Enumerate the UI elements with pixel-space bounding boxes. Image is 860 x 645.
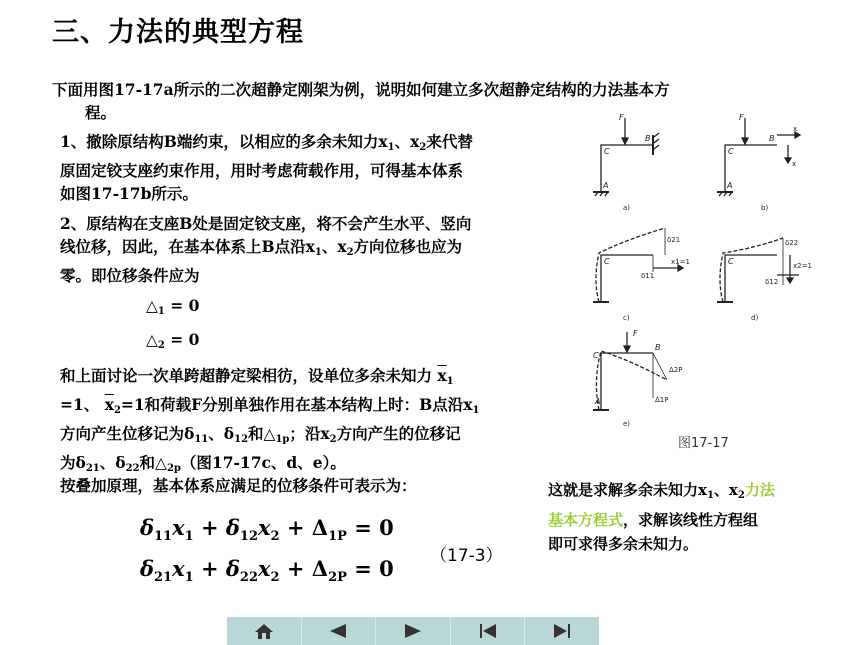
svg-text:x: x — [792, 160, 797, 168]
svg-text:F: F — [633, 329, 638, 338]
svg-text:x: x — [793, 125, 798, 133]
panel-label-a: a) — [623, 204, 631, 212]
highlight-text: 基本方程式 — [548, 511, 624, 529]
panel-label-b: b) — [761, 204, 769, 212]
intro-line: 程。 — [85, 103, 117, 122]
equation-number: （17-3） — [430, 546, 503, 566]
first-slide-button[interactable] — [451, 617, 526, 645]
side-note — [548, 478, 848, 556]
svg-text:C: C — [728, 147, 734, 156]
step1-line: 1、撤除原结构B端约束，以相应的多余未知力$x_1$、$x_2$来代替 — [60, 132, 473, 153]
svg-text:A: A — [595, 397, 601, 406]
svg-text:x1=1: x1=1 — [671, 258, 690, 266]
svg-text:B: B — [769, 134, 775, 143]
svg-text:C: C — [593, 351, 599, 360]
highlight-text: 力法 — [744, 481, 775, 499]
svg-text:δ12: δ12 — [765, 278, 779, 286]
side-note-line: 即可求得多余未知力。 — [548, 535, 699, 553]
step1-line: 原固定铰支座约束作用，用时考虑荷载作用，可得基本体系 — [60, 161, 464, 180]
svg-text:Δ1P: Δ1P — [655, 396, 669, 404]
label-B: B — [645, 134, 651, 143]
para3-line: 为$\delta_{21}$、$\delta_{22}$和$\triangle_{2p}$（图17-17c、d、e）。 — [60, 453, 346, 474]
equation-1: $\delta_{11}x_1 + \delta_{12}x_2 + \Delta_{1P} = 0$ — [140, 515, 394, 544]
para3-line: =1、 $\overline{x}_2=1$和荷载F分别单独作用在基本结构上时：B点沿$x_1$ — [60, 395, 480, 416]
last-slide-button[interactable] — [525, 617, 599, 645]
slide-nav-bar — [227, 617, 599, 645]
side-note-line: 这就是求解多余未知力$x_1$、$x_2$力法 — [548, 481, 775, 501]
para3-line: 和上面讨论一次单跨超静定梁相彷，设单位多余未知力 $\overline{x}_1$ — [60, 366, 454, 387]
panel-label-e: e) — [623, 420, 631, 428]
panel-label-c: c) — [623, 314, 630, 322]
next-icon — [403, 622, 423, 640]
intro-line: 下面用图17-17a所示的二次超静定刚架为例，说明如何建立多次超静定结构的力法基本方 — [52, 80, 670, 99]
step2-line: 线位移，因此，在基本体系上B点沿$x_1$、$x_2$方向位移也应为 — [60, 237, 463, 258]
svg-text:C: C — [728, 257, 734, 266]
svg-text:A: A — [727, 181, 733, 190]
step1-paragraph — [60, 130, 560, 205]
condition-1: $\triangle_1 = 0$ — [146, 296, 200, 317]
step2-line: 零。即位移条件应为 — [60, 266, 200, 285]
home-icon — [254, 622, 274, 640]
home-button[interactable] — [227, 617, 302, 645]
equation-2: $\delta_{21}x_1 + \delta_{22}x_2 + \Delta_{2P} = 0$ — [140, 556, 394, 585]
figure-17-17 — [585, 110, 850, 455]
next-button[interactable] — [376, 617, 451, 645]
para3-line: 方向产生位移记为$\delta_{11}$、$\delta_{12}$和$\triangle_{1p}$；沿$x_2$方向产生的位移记 — [60, 424, 461, 445]
step2-paragraph — [60, 212, 560, 287]
step2-line: 2、原结构在支座B处是固定铰支座，将不会产生水平、竖向 — [60, 214, 472, 233]
unit-force-paragraph — [60, 364, 570, 480]
superposition-text: 按叠加原理，基本体系应满足的位移条件可表示为： — [60, 476, 417, 495]
side-note-line: 基本方程式，求解该线性方程组 — [548, 511, 759, 529]
last-icon — [552, 622, 572, 640]
svg-text:Δ2P: Δ2P — [669, 366, 683, 374]
svg-text:δ21: δ21 — [667, 236, 681, 244]
label-F: F — [619, 113, 624, 122]
page-title: 三、力法的典型方程 — [52, 17, 304, 48]
label-C: C — [604, 147, 610, 156]
svg-text:B: B — [655, 343, 661, 352]
label-A: A — [603, 181, 609, 190]
figure-caption: 图17-17 — [678, 436, 729, 451]
svg-text:F: F — [739, 113, 744, 122]
condition-2: $\triangle_2 = 0$ — [146, 330, 200, 351]
svg-text:δ22: δ22 — [785, 239, 799, 247]
svg-text:x2=1: x2=1 — [793, 262, 812, 270]
svg-text:C: C — [604, 257, 610, 266]
first-icon — [478, 622, 498, 640]
panel-d-frame — [717, 238, 799, 302]
previous-button[interactable] — [302, 617, 377, 645]
panel-label-d: d) — [751, 314, 759, 322]
prev-icon — [328, 622, 348, 640]
step1-line: 如图17-17b所示。 — [60, 184, 198, 203]
svg-text:δ11: δ11 — [641, 272, 655, 280]
